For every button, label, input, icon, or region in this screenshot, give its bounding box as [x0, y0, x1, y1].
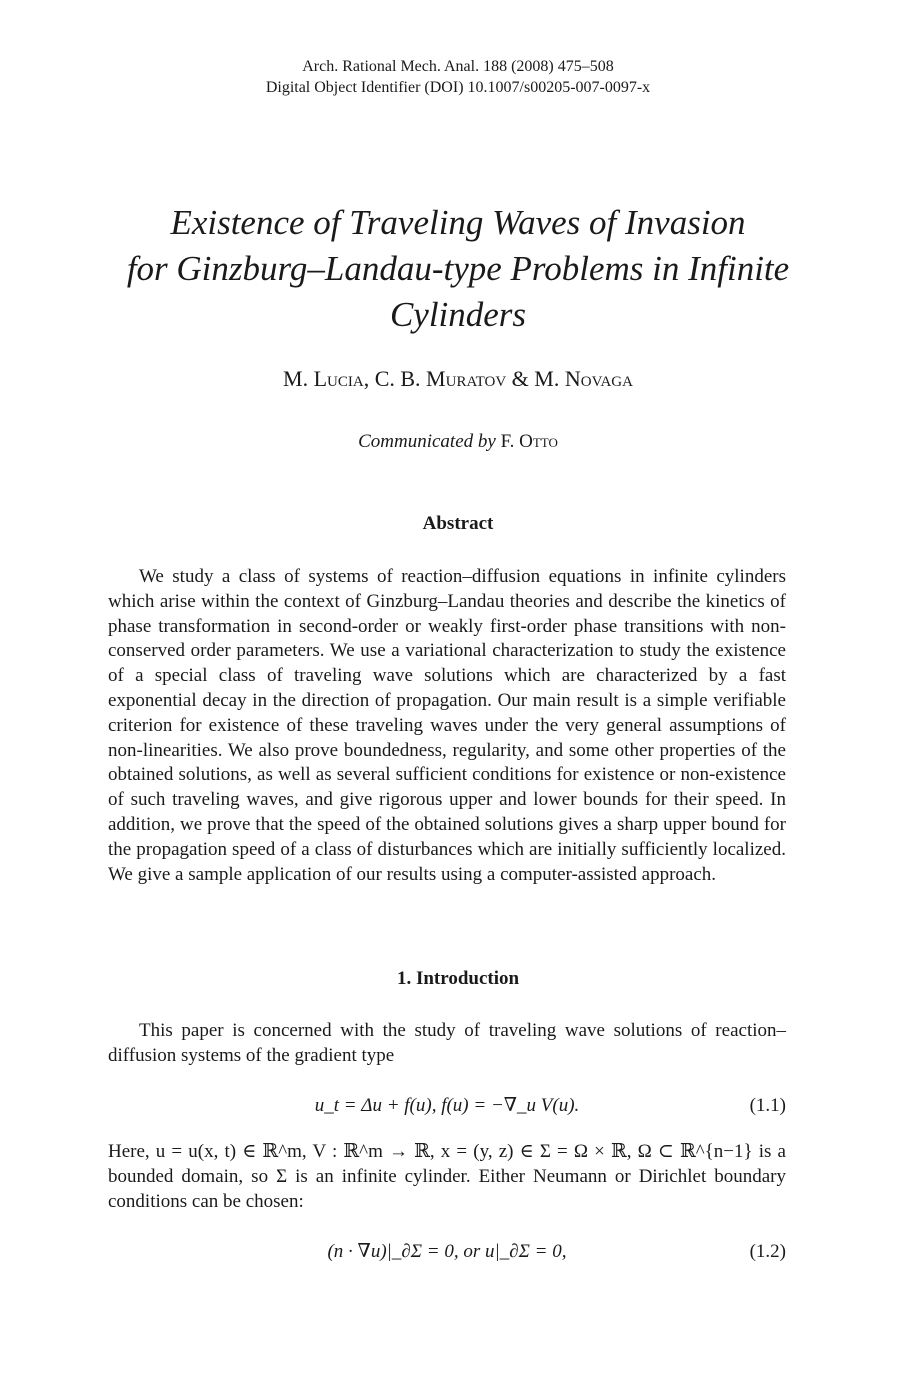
- equation-1-1-number: (1.1): [749, 1095, 786, 1116]
- author-list: M. Lucia, C. B. Muratov & M. Novaga: [283, 366, 633, 391]
- title-line-1: Existence of Traveling Waves of Invasion: [170, 203, 746, 242]
- intro-paragraph-2-text: Here, u = u(x, t) ∈ ℝ^m, V : ℝ^m → ℝ, x = (y, z) ∈ Σ = Ω × ℝ, Ω ⊂ ℝ^{n−1} is a bounded domain, so Σ is an infinite cylinder. Either Neumann or Dirichlet boundary conditions can be chosen:: [108, 1141, 786, 1212]
- title-line-2: for Ginzburg–Landau-type Problems in Infinite: [126, 249, 790, 288]
- equation-1-2: [108, 1239, 786, 1265]
- equation-1-1: [108, 1093, 786, 1119]
- introduction-heading: 1. Introduction: [396, 968, 520, 989]
- abstract-paragraph: We study a class of systems of reaction–diffusion equations in infinite cylinders which arise within the context of Ginzburg–Landau theories and describe the kinetics of phase transformation in second-order or weakly first-order phase transitions with non-conserved order parameters. We use a variational characterization to study the existence of a special class of traveling wave solutions which are characterized by a fast exponential decay in the direction of propagation. Our main result is a simple verifiable criterion for existence of these traveling waves under the very general assumptions of non-linearities. We also prove boundedness, regularity, and some other properties of the obtained solutions, as well as several sufficient conditions for existence or non-existence of such traveling waves, and give rigorous upper and lower bounds for their speed. In addition, we prove that the speed of the obtained solutions gives a sharp upper bound for the propagation speed of a class of disturbances which are initially sufficiently localized. We give a sample application of our results using a computer-assisted approach.: [108, 566, 786, 885]
- abstract-body: [108, 565, 786, 887]
- journal-citation: Arch. Rational Mech. Anal. 188 (2008) 475–508: [302, 58, 614, 75]
- doi-line: Digital Object Identifier (DOI) 10.1007/s00205-007-0097-x: [265, 79, 651, 96]
- equation-1-1-body: u_t = Δu + f(u), f(u) = −∇_u V(u).: [314, 1095, 580, 1116]
- intro-paragraph-text: This paper is concerned with the study of traveling wave solutions of reaction–diffusion systems of the gradient type: [108, 1020, 786, 1066]
- introduction-paragraph-1: [108, 1019, 786, 1069]
- paper-title: [90, 200, 826, 338]
- journal-header: [0, 56, 916, 98]
- title-line-3: Cylinders: [389, 295, 527, 334]
- communicated-label: Communicated by: [358, 431, 496, 452]
- equation-1-2-number: (1.2): [749, 1241, 786, 1262]
- communicating-editor: F. Otto: [500, 431, 558, 452]
- abstract-heading: Abstract: [422, 513, 494, 534]
- equation-1-2-body: (n · ∇u)|_∂Σ = 0, or u|_∂Σ = 0,: [327, 1241, 567, 1262]
- introduction-paragraph-2: [108, 1140, 786, 1214]
- communicated-by: [0, 430, 916, 454]
